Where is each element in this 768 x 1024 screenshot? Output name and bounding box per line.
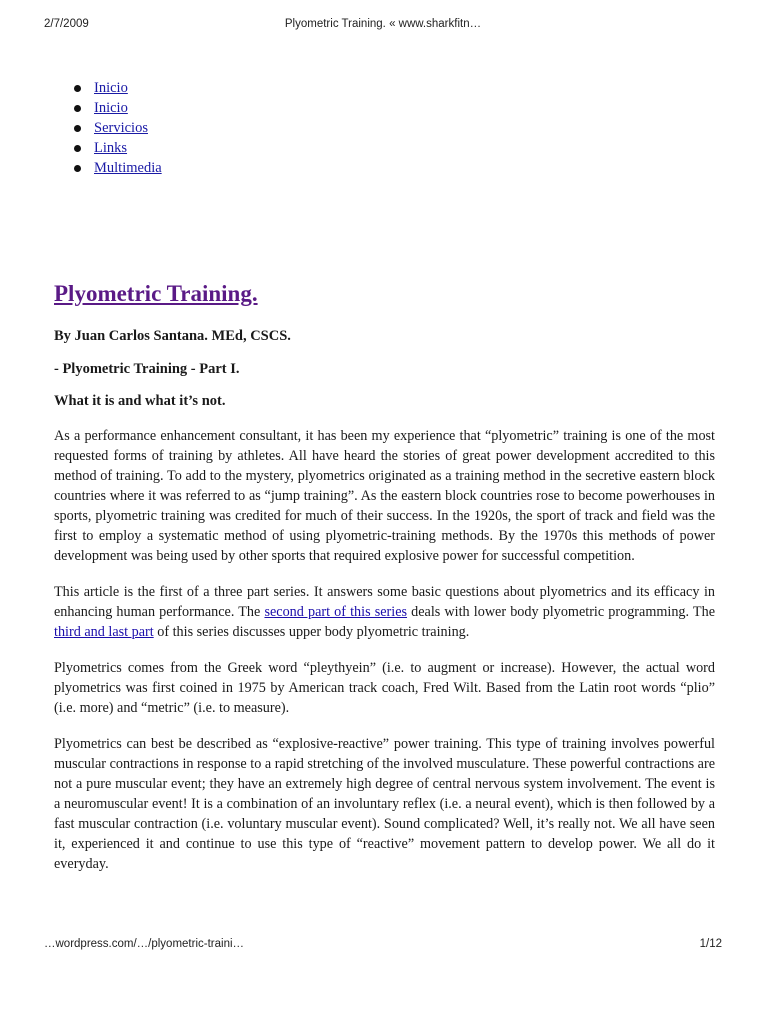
paragraph-series-text-c: of this series discusses upper body plyometric training.: [153, 624, 470, 640]
paragraph-series-text-a: This article is the first of a three part series. It answers some basic questions about plyometrics and its efficacy in enhancing human performance. The: [54, 584, 715, 620]
print-header: [44, 18, 722, 34]
nav-item-multimedia: [74, 158, 162, 178]
bullet-icon: [74, 85, 81, 92]
link-third-part[interactable]: third and last part: [54, 624, 154, 640]
print-date: 2/7/2009: [44, 18, 89, 30]
link-second-part[interactable]: second part of this series: [264, 604, 408, 620]
print-page-number: 1/12: [699, 938, 722, 950]
print-footer: [44, 938, 722, 954]
article-subheading: What it is and what it’s not.: [54, 393, 226, 409]
nav-link-servicios[interactable]: Servicios: [94, 120, 148, 136]
paragraph-definition: Plyometrics can best be described as “explosive-reactive” power training. This type of training involves powerful muscular contractions in response to a rapid stretching of the involved musculature. These powerful contractions are not a pure muscular event; they have an extremely high degree of central nervous system involvement. The event is a neuromuscular event! It is a combination of an involuntary reflex (i.e. a neural event), which is then followed by a fast muscular contraction (i.e. voluntary muscular event). Sound complicated? Well, it’s really not. We all have seen it, experienced it and continue to use this type of “reactive” movement pattern to develop power. We all do it everyday.: [54, 736, 715, 872]
print-url: …wordpress.com/…/plyometric-traini…: [44, 938, 245, 950]
article: [54, 276, 715, 890]
nav-link-multimedia[interactable]: Multimedia: [94, 160, 162, 176]
nav-link-inicio-2[interactable]: Inicio: [94, 100, 128, 116]
paragraph-series-text-b: deals with lower body plyometric programming. The: [407, 604, 715, 620]
nav-link-links[interactable]: Links: [94, 140, 128, 156]
paragraph-series: [54, 582, 715, 642]
nav-item-inicio: [74, 78, 162, 98]
nav-item-servicios: [74, 118, 162, 138]
nav-item-links: [74, 138, 162, 158]
bullet-icon: [74, 125, 81, 132]
nav-link-inicio[interactable]: Inicio: [94, 80, 128, 96]
paragraph-etymology: Plyometrics comes from the Greek word “pleythyein” (i.e. to augment or increase). However, the actual word plyometrics was first coined in 1975 by American track coach, Fred Wilt. Based from the Latin root words “plio” (i.e. more) and “metric” (i.e. to measure).: [54, 660, 715, 716]
article-title-link[interactable]: Plyometric Training.: [54, 281, 258, 306]
bullet-icon: [74, 105, 81, 112]
bullet-icon: [74, 165, 81, 172]
print-page-title: Plyometric Training. « www.sharkfitn…: [284, 18, 482, 30]
nav-item-inicio-2: [74, 98, 162, 118]
paragraph-intro: As a performance enhancement consultant, it has been my experience that “plyometric” training is one of the most requested forms of training by athletes. All have heard the stories of great power development accredited to this method of training. To add to the mystery, plyometrics originated as a training method in the secretive eastern block countries where it was referred to as “jump training”. As the eastern block countries rose to become powerhouses in sports, plyometric training was credited for much of their success. In the 1920s, the sport of track and field was the first to employ a systematic method of using plyometric-training methods. By the 1970s this methods of power development was being used by other sports that required explosive power for successful competition.: [54, 428, 715, 564]
bullet-icon: [74, 145, 81, 152]
article-byline: By Juan Carlos Santana. MEd, CSCS.: [54, 328, 291, 344]
nav-menu: [74, 78, 162, 178]
article-part-heading: - Plyometric Training - Part I.: [54, 361, 240, 377]
